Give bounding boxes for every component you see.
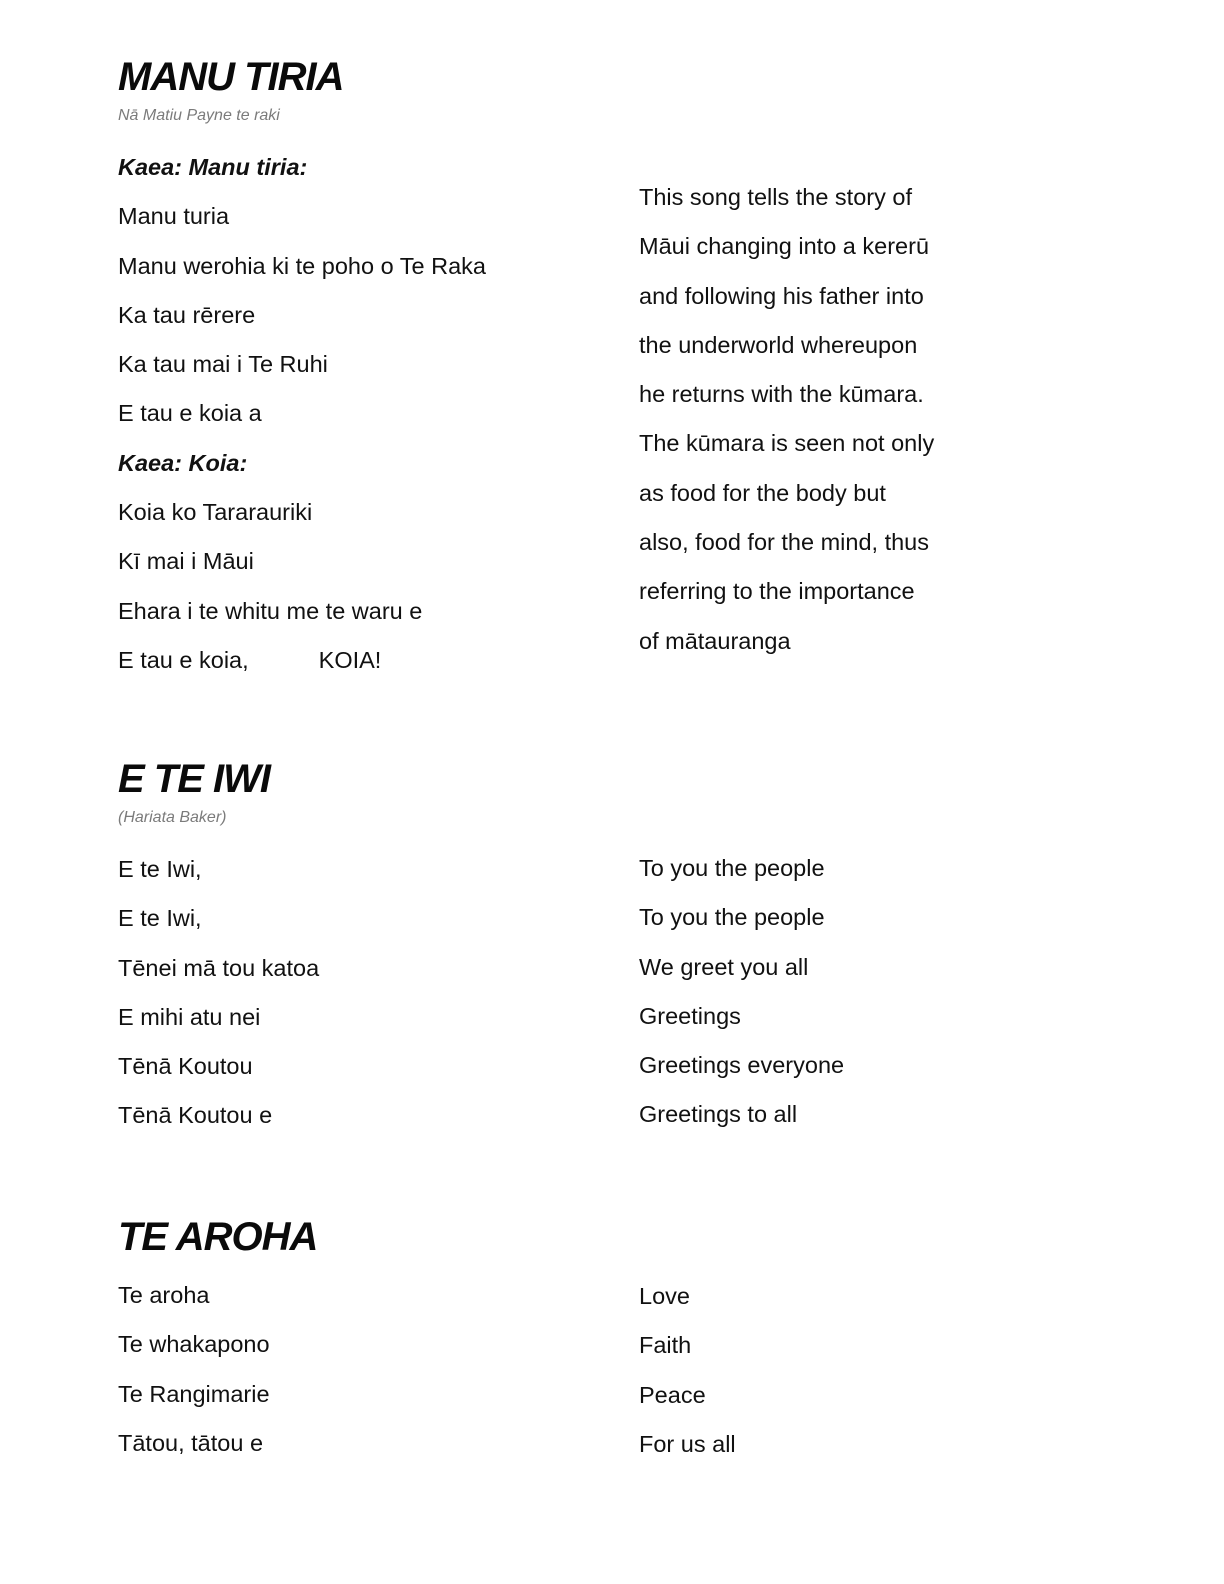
description-line: This song tells the story of (639, 184, 912, 210)
song-credit: Nā Matiu Payne te raki (118, 107, 280, 124)
lyric-line-final (118, 636, 486, 685)
description-line: and following his father into (639, 282, 924, 309)
translation-line: For us all (639, 1430, 736, 1457)
lyrics-english (639, 1272, 736, 1469)
lyric-line: Tēnā Koutou (118, 1053, 253, 1080)
lyric-line: Koia ko Tararauriki (118, 499, 313, 526)
lyric-line: E te Iwi, (118, 905, 202, 932)
translation-line: To you the people (639, 855, 825, 881)
translation-line: Greetings (639, 1002, 741, 1029)
lyric-line: Te aroha (118, 1282, 210, 1308)
lyric-final-text: E tau e koia, (118, 646, 249, 673)
song-description (639, 173, 934, 666)
lyric-line: Ka tau rērere (118, 301, 256, 328)
lyric-line: Tēnā Koutou e (118, 1102, 273, 1129)
description-line: of mātauranga (639, 627, 791, 654)
translation-line: Greetings to all (639, 1101, 798, 1128)
song-credit: (Hariata Baker) (118, 809, 227, 826)
lyric-line: Manu turia (118, 203, 230, 230)
song-e-te-iwi (118, 759, 1118, 1149)
song-title: MANU TIRIA (118, 55, 344, 99)
description-line: he returns with the kūmara. (639, 381, 924, 408)
lyric-final-shout: KOIA! (318, 646, 382, 673)
lyric-line: E tau e koia a (118, 400, 262, 427)
song-title: TE AROHA (118, 1215, 318, 1259)
translation-line: Faith (639, 1332, 692, 1359)
lyric-line: Manu werohia ki te poho o Te Raka (118, 252, 486, 279)
kaea-label: Kaea: Koia: (118, 449, 248, 476)
description-line: as food for the body but (639, 479, 886, 506)
lyrics-english (639, 844, 844, 1140)
song-te-aroha (118, 1217, 1118, 1477)
description-line: also, food for the mind, thus (639, 529, 929, 556)
lyric-line: Te Rangimarie (118, 1380, 270, 1407)
kaea-label: Kaea: Manu tiria: (118, 154, 308, 180)
lyric-line: Tātou, tātou e (118, 1429, 264, 1456)
lyric-line: Te whakapono (118, 1331, 270, 1358)
lyric-line: Kī mai i Māui (118, 548, 254, 575)
translation-line: We greet you all (639, 953, 809, 980)
translation-line: Greetings everyone (639, 1052, 845, 1079)
description-line: The kūmara is seen not only (639, 430, 935, 457)
description-line: the underworld whereupon (639, 331, 918, 358)
lyrics-maori (118, 1271, 270, 1468)
lyrics-maori (118, 143, 486, 685)
lyric-line: E mihi atu nei (118, 1003, 261, 1030)
description-line: referring to the importance (639, 578, 915, 605)
lyrics-maori (118, 845, 319, 1141)
description-line: Māui changing into a kererū (639, 233, 930, 260)
translation-line: Peace (639, 1381, 706, 1408)
song-title: E TE IWI (118, 757, 270, 801)
lyric-line: Ka tau mai i Te Ruhi (118, 351, 328, 378)
lyric-line: E te Iwi, (118, 856, 202, 882)
translation-line: Love (639, 1283, 690, 1309)
song-manu-tiria (118, 57, 1118, 707)
translation-line: To you the people (639, 904, 825, 931)
lyric-line: Tēnei mā tou katoa (118, 954, 320, 981)
lyric-line: Ehara i te whitu me te waru e (118, 597, 423, 624)
